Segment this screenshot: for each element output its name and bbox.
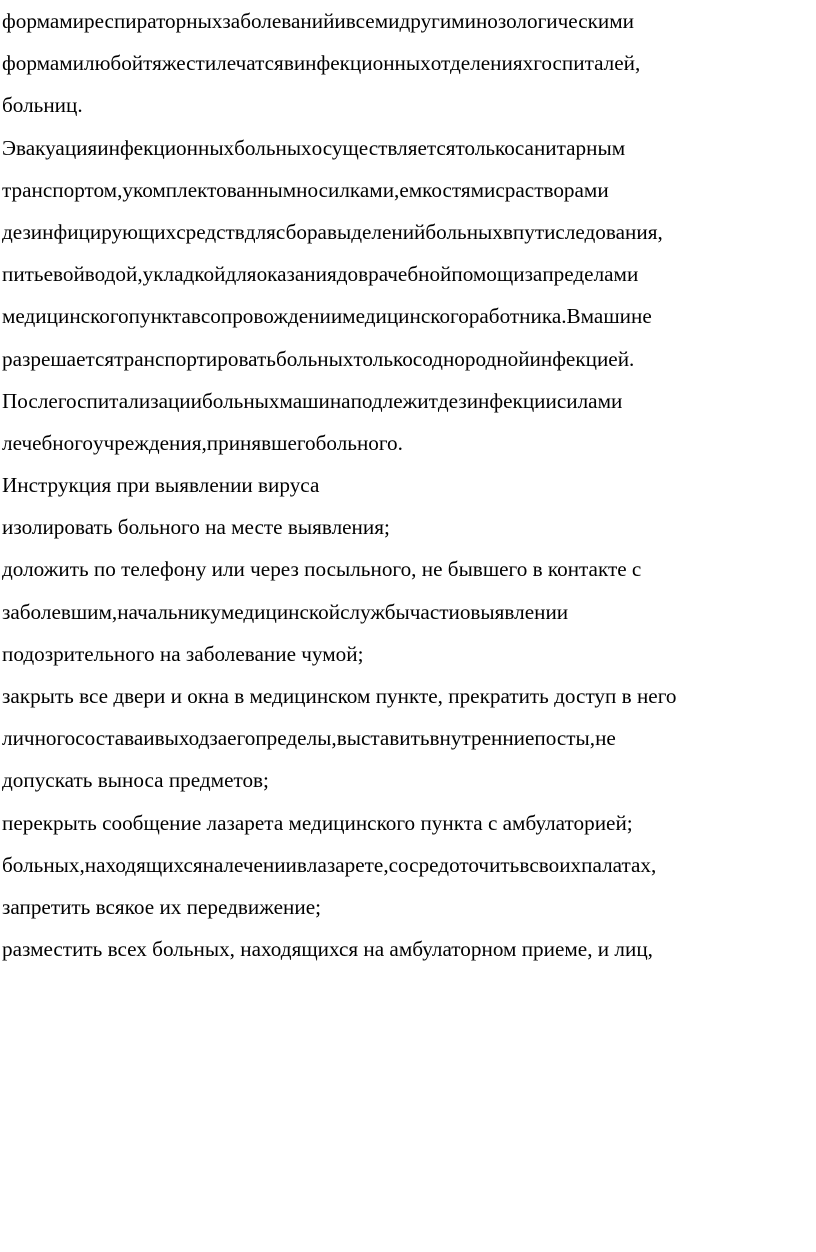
text-line: разрешается транспортировать больных только с однородной инфекцией. xyxy=(2,346,635,371)
text-line: закрыть все двери и окна в медицинском пункте, прекратить доступ в него xyxy=(2,684,677,708)
text-line: разместить всех больных, находящихся на амбулаторном приеме, и лиц, xyxy=(2,937,653,962)
text-line: больниц. xyxy=(2,93,83,118)
text-line: После госпитализации больных машина подлежит дезинфекции силами xyxy=(2,388,623,413)
text-line: формами любой тяжести лечатся в инфекционных отделениях госпиталей, xyxy=(2,51,641,76)
text-line: запретить всякое их передвижение; xyxy=(2,894,321,919)
text-line: дезинфицирующих средств для сбора выделений больных в пути следования, xyxy=(2,219,663,244)
text-line: заболевшим, начальнику медицинской службы части о выявлении xyxy=(2,599,569,624)
text-line: допускать выноса предметов; xyxy=(2,768,269,793)
text-line: доложить по телефону или через посыльного, не бывшего в контакте с xyxy=(2,557,642,582)
text-line: изолировать больного на месте выявления; xyxy=(2,515,390,540)
text-line: медицинского пункта в сопровождении медицинского работника. В машине xyxy=(2,304,652,329)
text-line: подозрительного на заболевание чумой; xyxy=(2,641,364,666)
text-line: личного состава и выход за его пределы, выставить внутренние посты, не xyxy=(2,726,616,751)
text-line: перекрыть сообщение лазарета медицинского пункта с амбулаторией; xyxy=(2,810,633,835)
text-line: питьевой водой, укладкой для оказания доврачебной помощи за пределами xyxy=(2,262,639,287)
document-body xyxy=(2,0,814,970)
text-line: больных, находящихся на лечении в лазарете, сосредоточить в своих палатах, xyxy=(2,852,657,877)
text-line: лечебного учреждения, принявшего больного. xyxy=(2,430,403,455)
text-line: Эвакуация инфекционных больных осуществляется только санитарным xyxy=(2,135,626,160)
text-line: транспортом, укомплектованным носилками, емкостями с растворами xyxy=(2,177,609,202)
section-heading: Инструкция при выявлении вируса xyxy=(2,473,320,498)
text-line: формами респираторных заболеваний и всеми другими нозологическими xyxy=(2,9,634,33)
